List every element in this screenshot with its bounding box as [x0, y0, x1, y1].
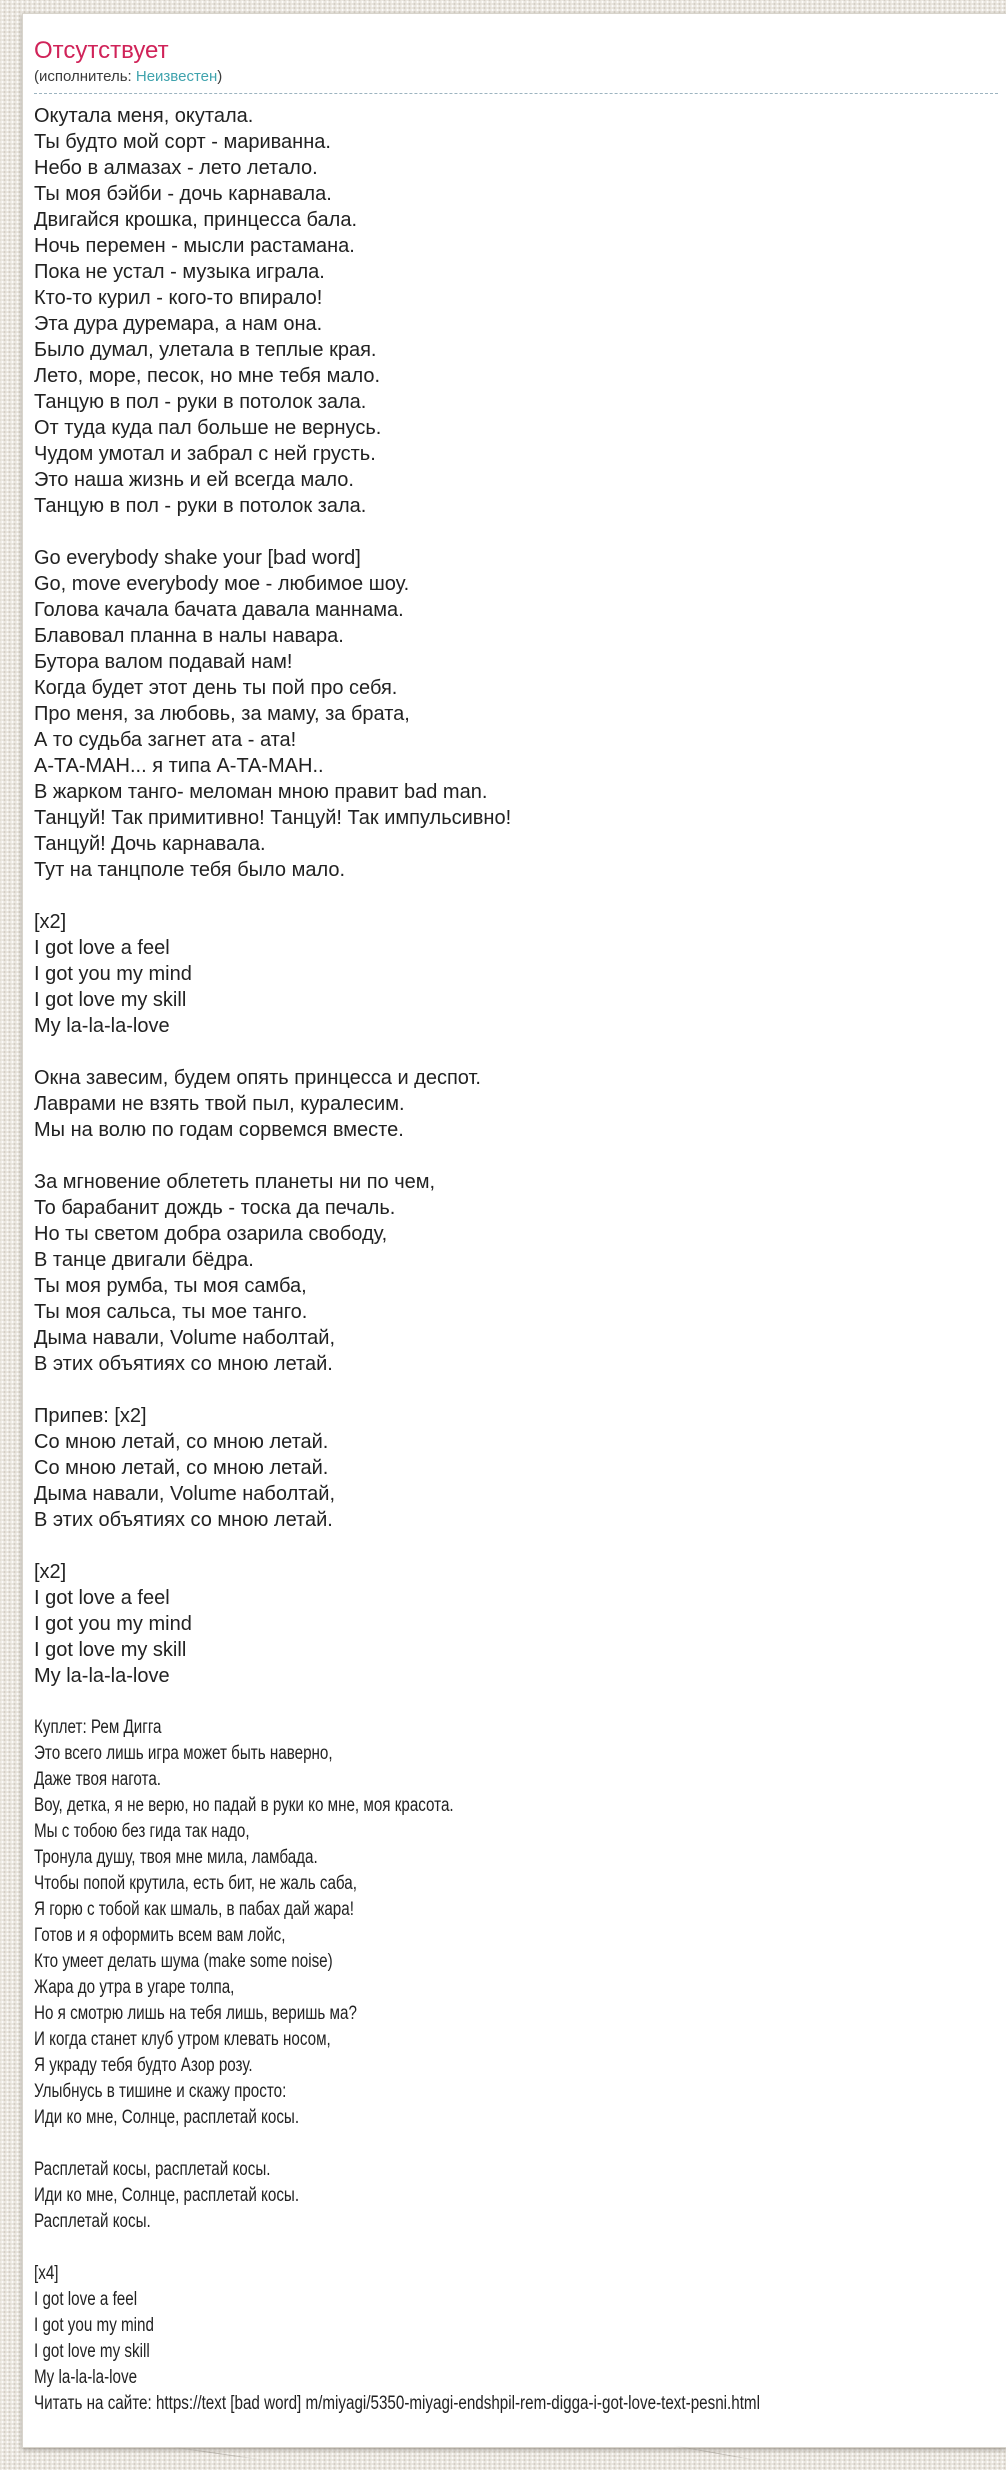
lyric-line: И когда станет клуб утром клевать носом,	[34, 2029, 331, 2050]
lyric-line: I got love my skill	[34, 1639, 187, 1661]
lyric-line: My la-la-la-love	[34, 1665, 170, 1687]
lyric-line: От туда куда пал больше не вернусь.	[34, 417, 382, 439]
lyric-line: Улыбнусь в тишине и скажу просто:	[34, 2081, 287, 2102]
stanza	[34, 1169, 998, 1377]
lyric-line: Пока не устал - музыка играла.	[34, 261, 325, 283]
lyric-line: Воу, детка, я не верю, но падай в руки ко мне, моя красота.	[34, 1795, 454, 1816]
lyric-line: Я украду тебя будто Азор розу.	[34, 2055, 253, 2076]
lyric-line: Ты будто мой сорт - мариванна.	[34, 131, 331, 153]
lyric-line: В жарком танго- меломан мною правит bad man.	[34, 781, 488, 803]
stanza	[34, 1065, 998, 1143]
stanza	[34, 1403, 998, 1533]
artist-label-close: )	[217, 68, 223, 85]
lyric-line: I got you my mind	[34, 963, 192, 985]
lyric-line: Со мною летай, со мною летай.	[34, 1457, 329, 1479]
lyric-line: I got you my mind	[34, 1613, 192, 1635]
lyric-line: I got love a feel	[34, 1587, 170, 1609]
lyrics-regular	[34, 103, 998, 1689]
lyric-line: Припев: [x2]	[34, 1405, 147, 1427]
stanza	[34, 1559, 998, 1689]
lyric-line: Окутала меня, окутала.	[34, 105, 254, 127]
artist-label-open: (исполнитель:	[34, 68, 136, 85]
lyric-line: Чудом умотал и забрал с ней грусть.	[34, 443, 376, 465]
lyric-line: Дыма навали, Volume наболтай,	[34, 1483, 336, 1505]
lyric-line: А-ТА-МАН... я типа А-ТА-МАН..	[34, 755, 324, 777]
artist-line	[34, 67, 998, 94]
lyric-line: Ты моя сальса, ты мое танго.	[34, 1301, 308, 1323]
stanza	[34, 909, 998, 1039]
lyric-line: То барабанит дождь - тоска да печаль.	[34, 1197, 396, 1219]
lyric-line: В этих объятиях со мною летай.	[34, 1353, 333, 1375]
lyric-line: Голова качала бачата давала маннама.	[34, 599, 404, 621]
lyric-line: За мгновение облететь планеты ни по чем,	[34, 1171, 436, 1193]
lyric-line: My la-la-la-love	[34, 1015, 170, 1037]
lyric-line: Дыма навали, Volume наболтай,	[34, 1327, 336, 1349]
lyric-line: Лето, море, песок, но мне тебя мало.	[34, 365, 381, 387]
lyric-line: I got love a feel	[34, 2289, 138, 2310]
lyric-line: Кто-то курил - кого-то впирало!	[34, 287, 323, 309]
lyric-line: Я горю с тобой как шмаль, в пабах дай жара!	[34, 1899, 354, 1920]
lyric-line: Окна завесим, будем опять принцесса и деспот.	[34, 1067, 481, 1089]
lyric-line: Но я смотрю лишь на тебя лишь, веришь ма?	[34, 2003, 357, 2024]
lyric-line: [x4]	[34, 2263, 59, 2284]
lyric-line: Чтобы попой крутила, есть бит, не жаль саба,	[34, 1873, 357, 1894]
stanza	[34, 2157, 998, 2235]
lyric-line: [x2]	[34, 1561, 67, 1583]
lyric-line: Блавовал планна в налы навара.	[34, 625, 344, 647]
artist-link[interactable]: Неизвестен	[135, 68, 218, 85]
lyric-line: Когда будет этот день ты пой про себя.	[34, 677, 398, 699]
lyric-line: Расплетай косы, расплетай косы.	[34, 2159, 271, 2180]
lyric-line: Танцуй! Так примитивно! Танцуй! Так импульсивно!	[34, 807, 512, 829]
lyric-line: Это всего лишь игра может быть наверно,	[34, 1743, 333, 1764]
lyric-line: Кто умеет делать шума (make some noise)	[34, 1951, 333, 1972]
lyric-line: Расплетай косы.	[34, 2211, 151, 2232]
lyric-line: Мы на волю по годам сорвемся вместе.	[34, 1119, 404, 1141]
lyric-line: Двигайся крошка, принцесса бала.	[34, 209, 358, 231]
lyric-line: Готов и я оформить всем вам лойс,	[34, 1925, 286, 1946]
lyric-line: Иди ко мне, Солнце, расплетай косы.	[34, 2185, 300, 2206]
lyric-line: Жара до утра в угаре толпа,	[34, 1977, 235, 1998]
lyrics-narrow	[34, 1715, 998, 2417]
lyric-line: Go everybody shake your [bad word]	[34, 547, 361, 569]
lyric-line: А то судьба загнет ата - ата!	[34, 729, 297, 751]
lyric-line: Go, move everybody мое - любимое шоу.	[34, 573, 410, 595]
lyric-line: I got love a feel	[34, 937, 170, 959]
lyric-line: Тут на танцполе тебя было мало.	[34, 859, 346, 881]
lyric-line: Танцую в пол - руки в потолок зала.	[34, 391, 367, 413]
lyric-line: Танцую в пол - руки в потолок зала.	[34, 495, 367, 517]
lyric-line: Про меня, за любовь, за маму, за брата,	[34, 703, 410, 725]
lyric-line: Это наша жизнь и ей всегда мало.	[34, 469, 354, 491]
page-title: Отсутствует	[34, 37, 169, 64]
lyric-line: Было думал, улетала в теплые края.	[34, 339, 377, 361]
lyric-line: Со мною летай, со мною летай.	[34, 1431, 329, 1453]
lyric-line: Иди ко мне, Солнце, расплетай косы.	[34, 2107, 300, 2128]
stanza	[34, 545, 998, 883]
narrow-stanzas-container	[34, 1715, 998, 2391]
lyric-line: Танцуй! Дочь карнавала.	[34, 833, 266, 855]
lyric-line: Тронула душу, твоя мне мила, ламбада.	[34, 1847, 318, 1868]
lyric-line: В танце двигали бёдра.	[34, 1249, 254, 1271]
lyric-line: В этих объятиях со мною летай.	[34, 1509, 333, 1531]
lyric-line: Ночь перемен - мысли растамана.	[34, 235, 355, 257]
lyric-line: Ты моя бэйби - дочь карнавала.	[34, 183, 332, 205]
lyric-line: Даже твоя нагота.	[34, 1769, 162, 1790]
lyrics-block	[34, 103, 998, 2417]
lyric-line: I got love my skill	[34, 989, 187, 1011]
lyric-line: Куплет: Рем Дигга	[34, 1717, 162, 1738]
lyric-line: I got you my mind	[34, 2315, 154, 2336]
stanza	[34, 2261, 998, 2391]
lyric-line: My la-la-la-love	[34, 2367, 138, 2388]
lyric-line: Ты моя румба, ты моя самба,	[34, 1275, 307, 1297]
lyric-line: Но ты светом добра озарила свободу,	[34, 1223, 388, 1245]
lyric-line: [x2]	[34, 911, 67, 933]
lyric-line: Лаврами не взять твой пыл, куралесим.	[34, 1093, 405, 1115]
lyric-line: Эта дура дуремара, а нам она.	[34, 313, 323, 335]
lyric-line: Бутора валом подавай нам!	[34, 651, 293, 673]
lyrics-card	[22, 13, 1006, 2448]
lyric-line: Небо в алмазах - лето летало.	[34, 157, 318, 179]
lyric-line: I got love my skill	[34, 2341, 150, 2362]
stanza	[34, 103, 998, 519]
footer-source-line: Читать на сайте: https://text [bad word] m/miyagi/5350-miyagi-endshpil-rem-digga-i-got-love-text-pesni.html	[34, 2393, 760, 2414]
stanza	[34, 1715, 998, 2131]
lyric-line: Мы с тобою без гида так надо,	[34, 1821, 250, 1842]
